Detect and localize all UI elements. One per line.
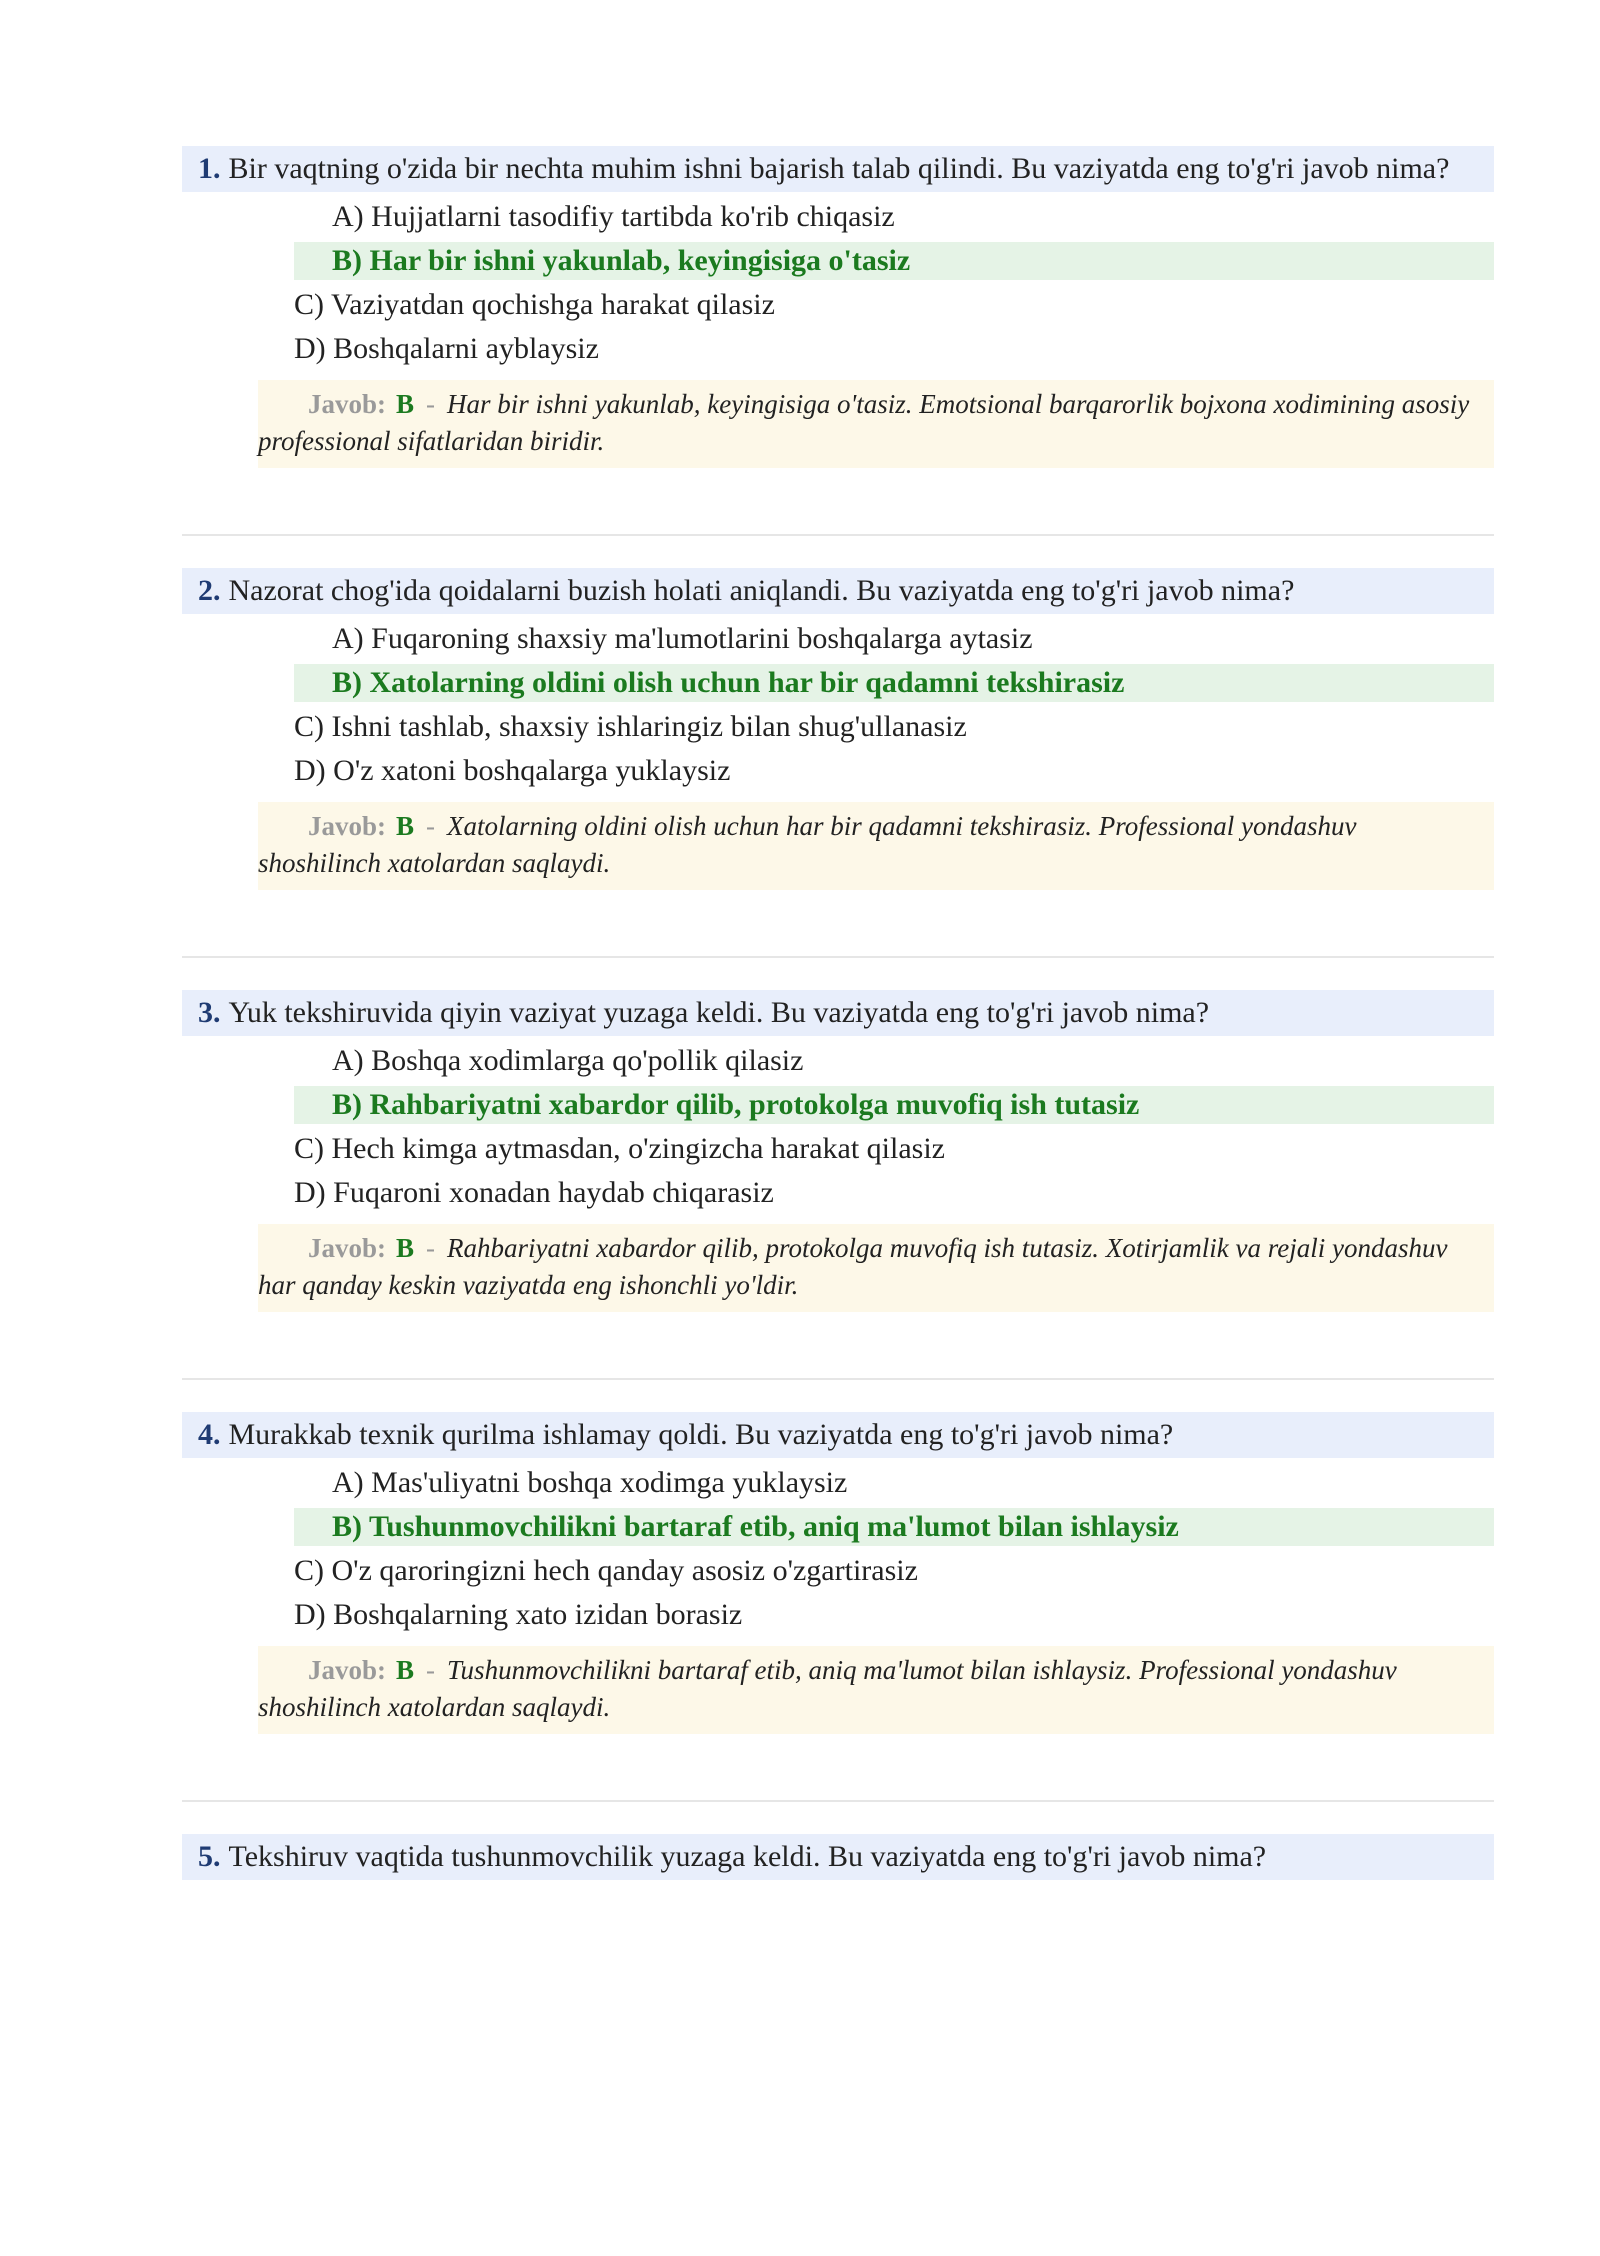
option-a: A) Boshqa xodimlarga qo'pollik qilasiz [332, 1044, 804, 1077]
answer-explanation [258, 1224, 1494, 1312]
answer-explanation [258, 380, 1494, 468]
answer-letter: B [396, 389, 415, 419]
answer-text: Xatolarning oldini olish uchun har bir qadamni tekshirasiz. Professional yondashuv shoshilinch xatolardan saqlaydi. [258, 811, 1357, 878]
answer-dash: - [426, 811, 436, 841]
option-c: C) Vaziyatdan qochishga harakat qilasiz [294, 288, 775, 321]
question-heading [182, 568, 1494, 614]
answer-explanation [258, 1646, 1494, 1734]
answer-letter: B [396, 811, 415, 841]
answer-explanation [258, 802, 1494, 890]
question-text: Tekshiruv vaqtida tushunmovchilik yuzaga keldi. Bu vaziyatda eng to'g'ri javob nima? [228, 1840, 1267, 1873]
divider [182, 1800, 1494, 1802]
option-b-correct: B) Rahbariyatni xabardor qilib, protokolga muvofiq ish tutasiz [294, 1086, 1494, 1124]
option-d: D) O'z xatoni boshqalarga yuklaysiz [294, 754, 731, 787]
question-heading [182, 990, 1494, 1036]
answer-text: Har bir ishni yakunlab, keyingisiga o'tasiz. Emotsional barqarorlik bojxona xodimining asosiy professional sifatlaridan biridir. [258, 389, 1470, 456]
question-block [182, 990, 1494, 1412]
question-block [182, 1412, 1494, 1834]
option-b-correct: B) Xatolarning oldini olish uchun har bir qadamni tekshirasiz [294, 664, 1494, 702]
answer-label: Javob: [308, 389, 387, 419]
question-heading [182, 1834, 1494, 1880]
answer-label: Javob: [308, 1655, 387, 1685]
option-d: D) Fuqaroni xonadan haydab chiqarasiz [294, 1176, 774, 1209]
divider [182, 1378, 1494, 1380]
question-number: 1. [198, 152, 221, 185]
option-c: C) O'z qaroringizni hech qanday asosiz o'zgartirasiz [294, 1554, 918, 1587]
answer-dash: - [426, 1233, 436, 1263]
option-d: D) Boshqalarning xato izidan borasiz [294, 1598, 743, 1631]
answer-dash: - [426, 389, 436, 419]
question-text: Nazorat chog'ida qoidalarni buzish holati aniqlandi. Bu vaziyatda eng to'g'ri javob nima? [228, 574, 1295, 607]
question-number: 5. [198, 1840, 221, 1873]
answer-text: Rahbariyatni xabardor qilib, protokolga muvofiq ish tutasiz. Xotirjamlik va rejali yondashuv har qanday keskin vaziyatda eng ishonchli yo'ldir. [258, 1233, 1448, 1300]
option-a: A) Fuqaroning shaxsiy ma'lumotlarini boshqalarga aytasiz [332, 622, 1033, 655]
option-d: D) Boshqalarni ayblaysiz [294, 332, 599, 365]
option-a: A) Mas'uliyatni boshqa xodimga yuklaysiz [332, 1466, 848, 1499]
question-heading [182, 146, 1494, 192]
option-a: A) Hujjatlarni tasodifiy tartibda ko'rib chiqasiz [332, 200, 895, 233]
question-text: Murakkab texnik qurilma ishlamay qoldi. Bu vaziyatda eng to'g'ri javob nima? [228, 1418, 1174, 1451]
question-block [182, 568, 1494, 990]
question-number: 2. [198, 574, 221, 607]
answer-letter: B [396, 1655, 415, 1685]
answer-label: Javob: [308, 1233, 387, 1263]
divider [182, 534, 1494, 536]
question-text: Bir vaqtning o'zida bir nechta muhim ishni bajarish talab qilindi. Bu vaziyatda eng to'g'ri javob nima? [228, 152, 1450, 185]
answer-label: Javob: [308, 811, 387, 841]
answer-dash: - [426, 1655, 436, 1685]
option-c: C) Hech kimga aytmasdan, o'zingizcha harakat qilasiz [294, 1132, 945, 1165]
question-block [182, 1834, 1494, 2256]
option-c: C) Ishni tashlab, shaxsiy ishlaringiz bilan shug'ullanasiz [294, 710, 967, 743]
answer-letter: B [396, 1233, 415, 1263]
question-block [182, 146, 1494, 568]
question-heading [182, 1412, 1494, 1458]
question-list [182, 146, 1494, 2256]
divider [182, 956, 1494, 958]
question-number: 4. [198, 1418, 221, 1451]
answer-text: Tushunmovchilikni bartaraf etib, aniq ma'lumot bilan ishlaysiz. Professional yondashuv shoshilinch xatolardan saqlaydi. [258, 1655, 1397, 1722]
option-b-correct: B) Har bir ishni yakunlab, keyingisiga o'tasiz [294, 242, 1494, 280]
option-b-correct: B) Tushunmovchilikni bartaraf etib, aniq ma'lumot bilan ishlaysiz [294, 1508, 1494, 1546]
question-text: Yuk tekshiruvida qiyin vaziyat yuzaga keldi. Bu vaziyatda eng to'g'ri javob nima? [228, 996, 1210, 1029]
question-number: 3. [198, 996, 221, 1029]
